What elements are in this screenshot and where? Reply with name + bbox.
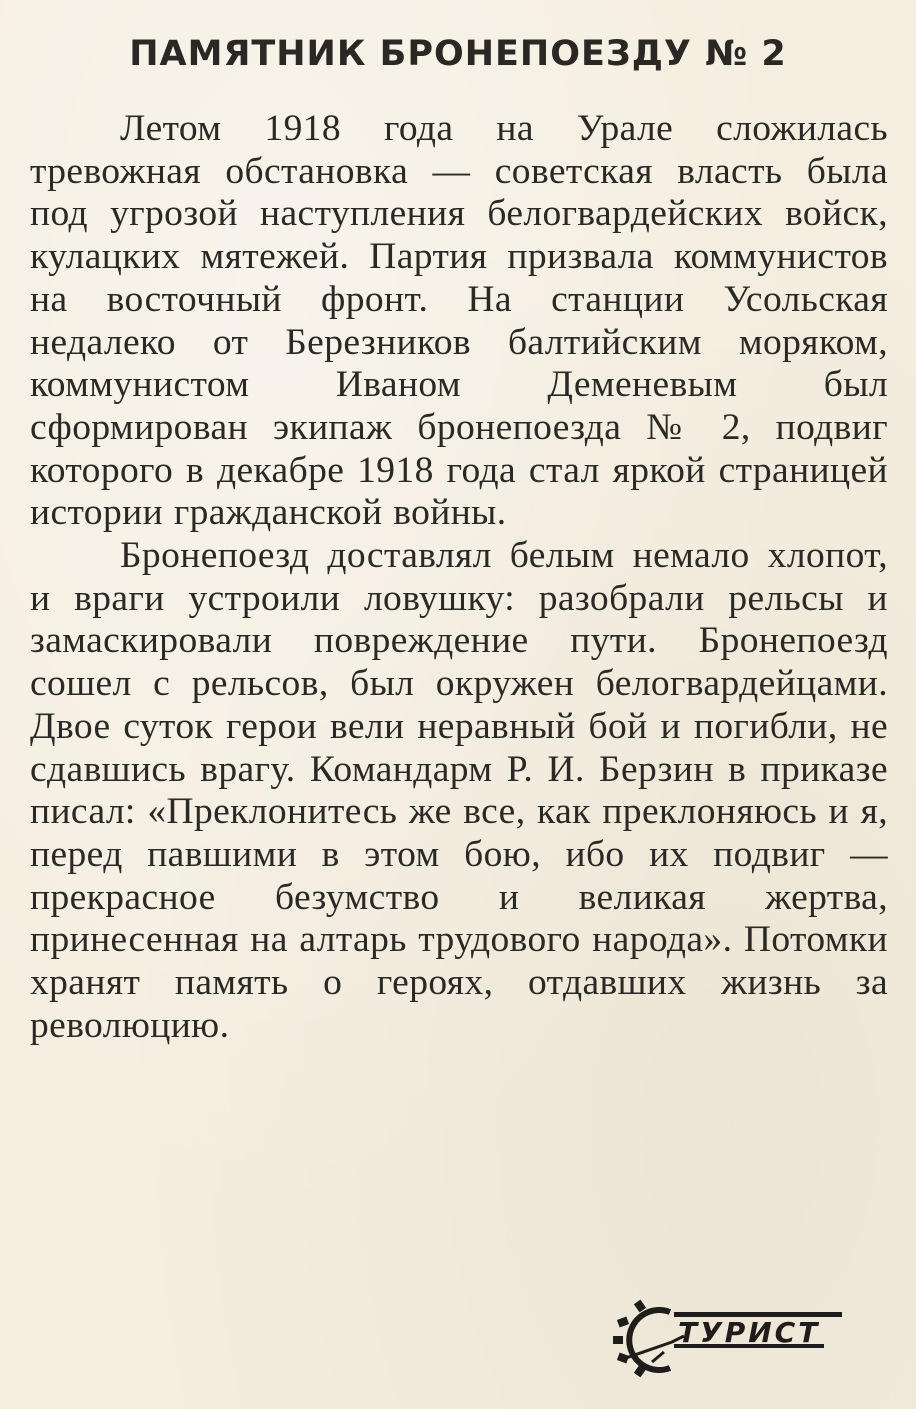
paragraph-1: Летом 1918 года на Урале сложилась тревожная обстановка — советская власть была под угрозой наступления белогвардейских войск, кулацких мятежей. Партия призвала коммунистов на восточный фронт. На станции Усольская недалеко от Березников балтийским моряком, коммунистом Иваном Деменевым был сформирован экипаж бронепоезда № 2, подвиг которого в декабре 1918 года стал яркой страницей истории гражданской войны. bbox=[30, 108, 888, 534]
publisher-logo bbox=[612, 1298, 848, 1378]
logo-wordmark: ТУРИСТ bbox=[678, 1316, 821, 1349]
paragraph-2: Бронепоезд доставлял белым немало хлопот, и враги устроили ловушку: разобрали рельсы и замаскировали повреждение пути. Бронепоезд сошел с рельсов, был окружен белогвардейцами. Двое суток герои вели неравный бой и погибли, не сдавшись врагу. Командарм Р. И. Берзин в приказе писал: «Преклонитесь же все, как преклоняюсь и я, перед павшими в этом бою, ибо их подвиг — прекрасное безумство и великая жертва, принесенная на алтарь трудового народа». Потомки хранят память о героях, отдавших жизнь за революцию. bbox=[30, 535, 888, 1046]
gear-logo-icon bbox=[612, 1298, 848, 1378]
page-title: ПАМЯТНИК БРОНЕПОЕЗДУ № 2 bbox=[129, 34, 787, 74]
article-body bbox=[30, 108, 888, 1047]
